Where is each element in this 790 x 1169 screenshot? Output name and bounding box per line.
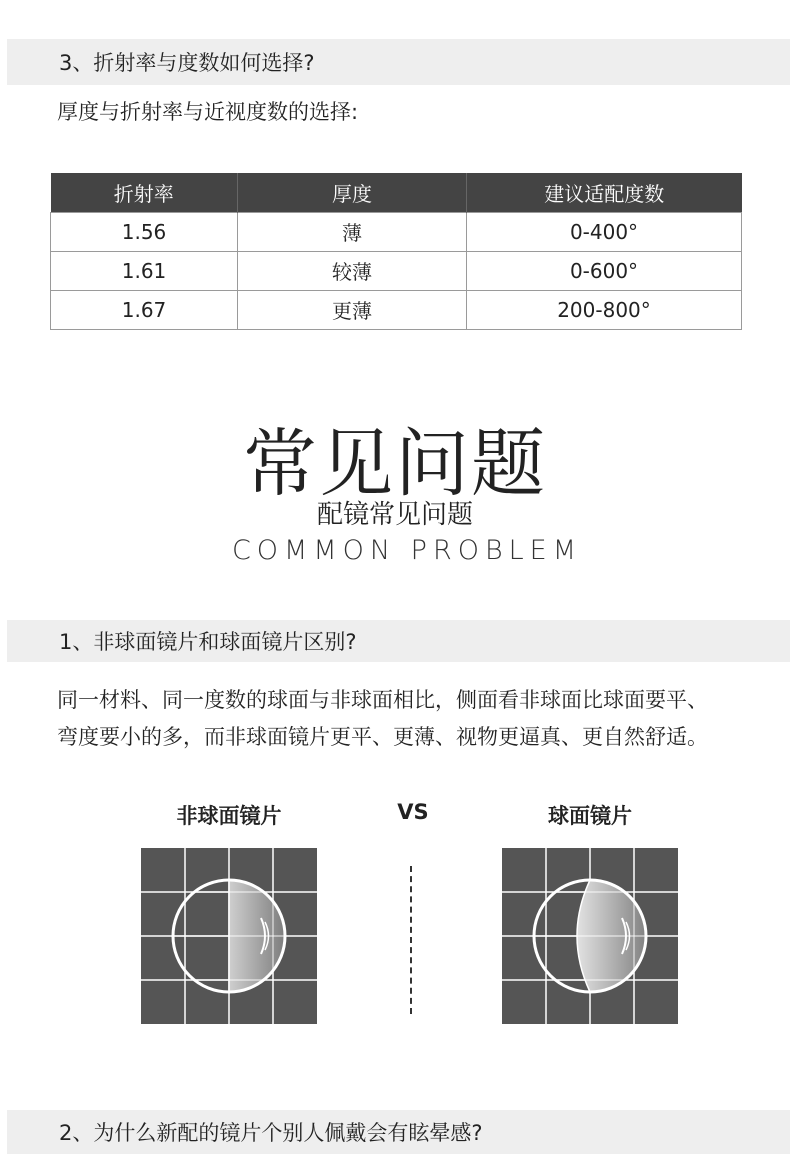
table-cell: 较薄 bbox=[238, 251, 467, 290]
table-cell: 0-400° bbox=[467, 212, 742, 251]
table-header-row bbox=[51, 173, 742, 212]
faq-subheading: 配镜常见问题 bbox=[316, 500, 473, 530]
question-1-bar bbox=[7, 620, 790, 662]
aspheric-lens-diagram bbox=[141, 848, 317, 1024]
table-cell: 薄 bbox=[238, 212, 467, 251]
faq-heading: 常见问题 bbox=[243, 421, 547, 507]
table-cell: 200-800° bbox=[467, 290, 742, 329]
table-cell: 1.61 bbox=[51, 251, 238, 290]
vs-divider bbox=[410, 866, 412, 1014]
spheric-lens-diagram bbox=[502, 848, 678, 1024]
question-2-title: 2、为什么新配的镜片个别人佩戴会有眩晕感? bbox=[59, 1121, 483, 1145]
table-cell: 更薄 bbox=[238, 290, 467, 329]
answer-line: 弯度要小的多，而非球面镜片更平、更薄、视物更逼真、更自然舒适。 bbox=[57, 725, 708, 749]
table-row bbox=[51, 251, 742, 290]
question-2-bar bbox=[7, 1110, 790, 1154]
table-cell: 0-600° bbox=[467, 251, 742, 290]
question-3-title: 3、折射率与度数如何选择? bbox=[59, 51, 315, 75]
refractive-index-table bbox=[50, 173, 742, 330]
faq-english-heading: COMMON PROBLEM bbox=[231, 535, 583, 566]
table-row bbox=[51, 212, 742, 251]
question-1-title: 1、非球面镜片和球面镜片区别? bbox=[59, 630, 357, 654]
spheric-lens-label: 球面镜片 bbox=[548, 804, 632, 828]
question-1-answer bbox=[57, 682, 787, 756]
table-row bbox=[51, 290, 742, 329]
answer-line: 同一材料、同一度数的球面与非球面相比，侧面看非球面比球面要平、 bbox=[57, 688, 708, 712]
question-3-bar bbox=[7, 39, 790, 85]
vs-label: VS bbox=[397, 800, 429, 824]
question-3-subtitle: 厚度与折射率与近视度数的选择: bbox=[57, 100, 359, 124]
table-cell: 1.67 bbox=[51, 290, 238, 329]
aspheric-lens-label: 非球面镜片 bbox=[176, 804, 282, 828]
table-header-cell: 折射率 bbox=[51, 173, 238, 212]
table-header-cell: 建议适配度数 bbox=[467, 173, 742, 212]
table-cell: 1.56 bbox=[51, 212, 238, 251]
table-header-cell: 厚度 bbox=[238, 173, 467, 212]
